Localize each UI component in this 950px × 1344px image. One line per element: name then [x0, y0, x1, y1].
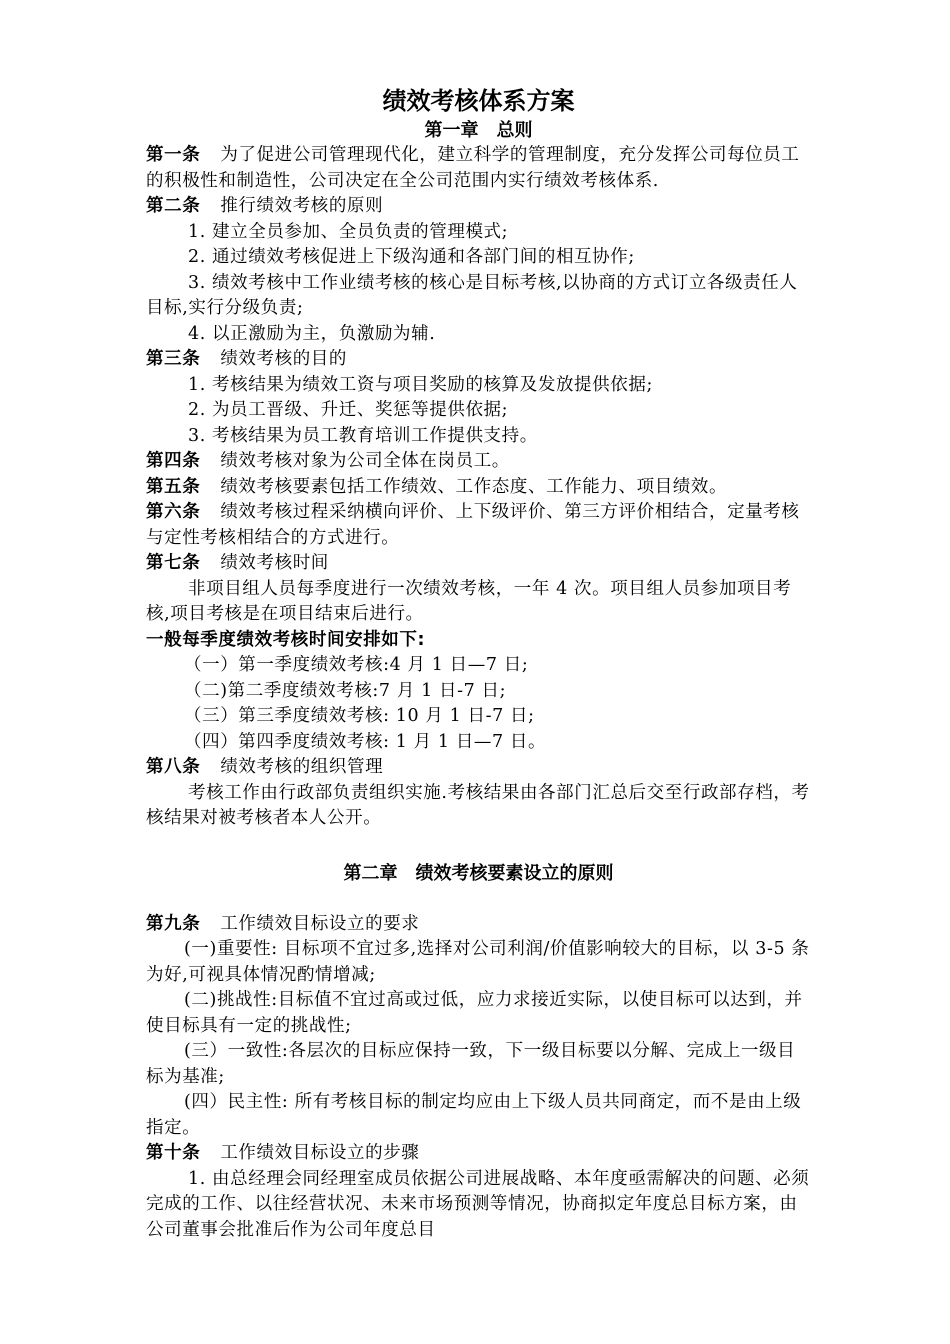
document-title: 绩效考核体系方案 — [382, 87, 575, 115]
article-label: 第十条 — [146, 1143, 201, 1163]
article-text: 绩效考核的组织管理 — [220, 757, 384, 777]
list-item: （一）第一季度绩效考核:4 月 1 日—7 日; — [184, 655, 529, 675]
article-10 — [146, 1141, 811, 1167]
list-item: 1. 考核结果为绩效工资与项目奖励的核算及发放提供依据; — [188, 374, 653, 395]
article-text: 绩效考核要素包括工作绩效、工作态度、工作能力、项目绩效。 — [220, 476, 728, 497]
article-text: 绩效考核时间 — [220, 553, 329, 573]
list-item: (三）一致性:各层次的目标应保持一致，下一级目标要以分解、完成上一级目标为基准; — [146, 1041, 796, 1087]
article-label: 第八条 — [146, 757, 201, 777]
article-label: 第六条 — [146, 502, 201, 522]
list-item: （四）第四季度绩效考核: 1 月 1 日—7 日。 — [184, 731, 547, 752]
article-label: 第三条 — [146, 349, 201, 369]
list-item: 2. 为员工晋级、升迁、奖惩等提供依据; — [188, 400, 509, 420]
list-item: (二)挑战性:目标值不宜过高或过低，应力求接近实际，以使目标可以达到，并使目标具有一定的挑战性; — [146, 990, 803, 1036]
article-text: 绩效考核的目的 — [220, 349, 348, 369]
paragraph: 非项目组人员每季度进行一次绩效考核，一年 4 次。项目组人员参加项目考核,项目考核是在项目结束后进行。 — [146, 578, 792, 624]
list-item: 3. 绩效考核中工作业绩考核的核心是目标考核,以协商的方式订立各级责任人目标,实行分级负责; — [146, 272, 798, 318]
document-page — [146, 84, 811, 1243]
chapter-1-heading: 第一章 总则 — [424, 120, 533, 141]
article-label: 第五条 — [146, 476, 201, 497]
paragraph: 考核工作由行政部负责组织实施.考核结果由各部门汇总后交至行政部存档，考核结果对被考核者本人公开。 — [146, 782, 810, 828]
article-3 — [146, 347, 811, 373]
article-7 — [146, 551, 811, 577]
article-label: 第四条 — [146, 451, 201, 471]
article-6 — [146, 500, 811, 551]
article-label: 第一条 — [146, 145, 201, 165]
article-text: 推行绩效考核的原则 — [220, 196, 384, 216]
article-2 — [146, 194, 811, 220]
article-text: 为了促进公司管理现代化，建立科学的管理制度，充分发挥公司每位员工的积极性和制造性，公司决定在全公司范围内实行绩效考核体系. — [146, 145, 800, 191]
article-text: 工作绩效目标设立的要求 — [220, 913, 420, 934]
article-label: 第九条 — [146, 913, 201, 934]
article-label: 第七条 — [146, 553, 201, 573]
list-item: 1. 由总经理会同经理室成员依据公司进展战略、本年度亟需解决的问题、必须完成的工作、以往经营状况、未来市场预测等情况，协商拟定年度总目标方案，由公司董事会批准后作为公司年度总目 — [146, 1168, 810, 1240]
article-text: 工作绩效目标设立的步骤 — [220, 1143, 420, 1163]
article-5 — [146, 475, 811, 501]
list-item: 1. 建立全员参加、全员负责的管理模式; — [188, 221, 509, 242]
list-item: （二)第二季度绩效考核:7 月 1 日-7 日; — [184, 680, 507, 701]
chapter-2-heading: 第二章 绩效考核要素设立的原则 — [343, 862, 614, 884]
article-9 — [146, 912, 811, 938]
list-item: （三）第三季度绩效考核: 10 月 1 日-7 日; — [184, 706, 535, 726]
article-1 — [146, 143, 811, 194]
article-text: 绩效考核对象为公司全体在岗员工。 — [220, 451, 510, 471]
article-8 — [146, 755, 811, 781]
list-item: (四）民主性: 所有考核目标的制定均应由上下级人员共同商定，而不是由上级指定。 — [146, 1092, 802, 1138]
article-label: 第二条 — [146, 196, 201, 216]
schedule-heading: 一般每季度绩效考核时间安排如下: — [146, 629, 426, 650]
article-4 — [146, 449, 811, 475]
list-item: 4. 以正激励为主，负激励为辅. — [188, 323, 436, 344]
article-text: 绩效考核过程采纳横向评价、上下级评价、第三方评价相结合，定量考核与定性考核相结合的方式进行。 — [146, 502, 800, 548]
list-item: (一)重要性: 目标项不宜过多,选择对公司利润/价值影响较大的目标，以 3-5 条为好,可视具体情况酌情增减; — [146, 939, 810, 985]
list-item: 3. 考核结果为员工教育培训工作提供支持。 — [188, 425, 538, 446]
list-item: 2. 通过绩效考核促进上下级沟通和各部门间的相互协作; — [188, 247, 635, 267]
